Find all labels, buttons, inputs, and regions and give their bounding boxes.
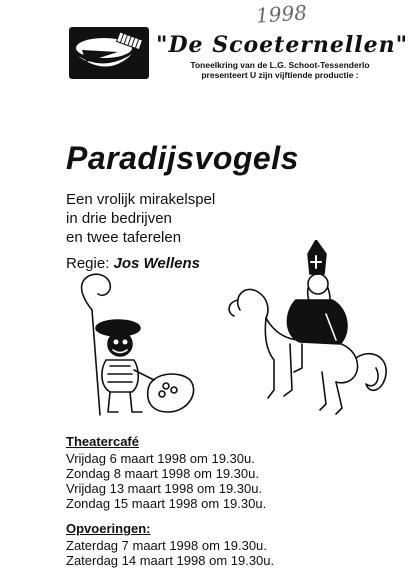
description-line: in drie bedrijven <box>66 210 172 227</box>
section-heading: Opvoeringen: <box>66 521 151 536</box>
troupe-name: "De Scoeternellen" <box>156 32 409 58</box>
performance-date: Vrijdag 6 maart 1998 om 19.30u. <box>66 451 255 466</box>
performance-date: Zaterdag 7 maart 1998 om 19.30u. <box>66 538 267 553</box>
sinterklaas-illustration <box>70 240 400 430</box>
section-heading: Theatercafé <box>66 434 139 449</box>
description-line: en twee taferelen <box>66 229 182 246</box>
troupe-subtitle-line1: Toneelkring van de L.G. Schoot-Tessenderlo <box>190 60 370 70</box>
play-description <box>66 190 215 247</box>
director-label: Regie: <box>66 255 110 272</box>
performance-date: Zondag 15 maart 1998 om 19.30u. <box>66 496 267 511</box>
performance-date: Zondag 8 maart 1998 om 19.30u. <box>66 466 259 481</box>
theatercafe-section <box>66 434 266 511</box>
performance-date: Zaterdag 14 maart 1998 om 19.30u. <box>66 553 275 568</box>
troupe-subtitle-line2: presenteert U zijn vijftiende productie : <box>201 70 359 80</box>
performance-date: Vrijdag 13 maart 1998 om 19.30u. <box>66 481 263 496</box>
description-line: Een vrolijk mirakelspel <box>66 191 216 208</box>
troupe-logo <box>68 26 150 80</box>
troupe-subtitle <box>162 60 398 80</box>
play-title: Paradijsvogels <box>66 140 299 176</box>
handwritten-year: 1998 <box>255 0 308 28</box>
opvoeringen-section <box>66 521 274 568</box>
director-name: Jos Wellens <box>113 255 200 272</box>
